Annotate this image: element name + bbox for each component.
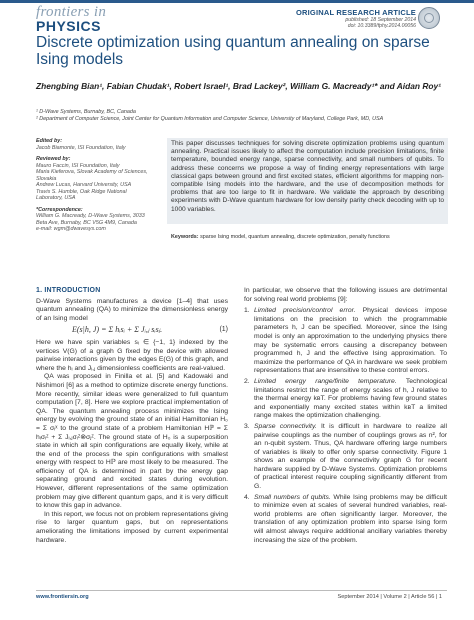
logo-line-2: PHYSICS bbox=[36, 18, 101, 34]
logo-line-1: frontiers in bbox=[36, 4, 107, 20]
correspondence-label: *Correspondence: bbox=[36, 206, 83, 213]
equation-number: (1) bbox=[219, 326, 228, 334]
crossmark-seal-icon[interactable] bbox=[418, 7, 440, 29]
keywords bbox=[171, 234, 447, 241]
reviewed-by-label: Reviewed by: bbox=[36, 156, 71, 162]
paragraph: QA was proposed in Finilla et al. [5] and Kadowaki and Nishimori [6] as a method to optimize discrete energy functions. More recently, similar ideas were generalized to full quantum computation [7, 8]. Here we explore practical implementation of QA. The quantum annealing process minimizes the Ising energy by evolving the ground state of an initial Hamiltonian H₀ = Σ σᵢˣ to the ground state of a problem Hamiltonian Hℙ = Σ hᵢσᵢᶻ + Σ Jᵢ,ⱼσᵢᶻ⊗σⱼᶻ. The ground state of H₀ is a superposition state in which all spin configurations are equally likely, while at the end of the process the spin configurations with smallest energy with respect to Hℙ are most likely to be measured. The efficiency of QA is determined in part by the energy gap separating ground and excited states during evolution. However, different representations of the same optimization problem may give different quantum gaps, and it is very difficult to know this gap in advance. bbox=[36, 373, 228, 510]
footer-website-link[interactable]: www.frontiersin.org bbox=[36, 594, 89, 600]
equation-text: E(s|h, J) = Σ hᵢsᵢ + Σ Jᵢ,ⱼ sᵢsⱼ. bbox=[72, 325, 163, 335]
article-type: ORIGINAL RESEARCH ARTICLE bbox=[295, 8, 416, 17]
equation-1 bbox=[36, 326, 228, 335]
affiliation-1: ¹ D-Wave Systems, Burnaby, BC, Canada bbox=[36, 109, 136, 115]
section-heading: 1. INTRODUCTION bbox=[36, 287, 101, 294]
footer-citation: September 2014 | Volume 2 | Article 56 | 1 bbox=[337, 594, 442, 600]
affiliation-2: ² Department of Computer Science, Joint Center for Quantum Information and Computer Science, University of Maryland, College Park, MD, USA bbox=[36, 116, 384, 122]
article-header-meta bbox=[296, 8, 416, 29]
left-column bbox=[36, 287, 228, 545]
correspondence: William G. Macready, D-Wave Systems, 3033 Beta Ave, Burnaby, BC V5G 4M9, Canada e-mail: wgm@dwavesys.com bbox=[36, 213, 145, 232]
keywords-text: sparse Ising model, quantum annealing, discrete optimization, penalty functions bbox=[200, 234, 390, 240]
paragraph: Here we have spin variables sᵢ ∈ {−1, 1} indexed by the vertices V(G) of a graph G fixed by the device with allowed pairwise interactions given by the edges E(G) of this graph, and where the hᵢ and Jᵢ,ⱼ dimensionless coefficients are real-valued. bbox=[36, 338, 228, 372]
list-item: 1. Limited precision/control error. Physical devices impose limitations on the precision to which the programmable parameters h, J can be specified. Moreover, since the Ising model is only an approximation to the underlying physics there may be systematic errors causing a discrepancy between programmed h, J and the effective Ising approximation. To maximize the performance of QA in hardware we seek problem representations that are insensitive to these control errors. bbox=[244, 307, 447, 375]
edited-by-label: Edited by: bbox=[36, 138, 63, 144]
edited-by: Jacob Biamonte, ISI Foundation, Italy bbox=[36, 144, 126, 151]
list-item: 2. Limited energy range/finite temperature. Technological limitations restrict the range of energy scales of h, J relative to the thermal energy kʙT. For problems having few ground states and exponentially many excited states within kʙT a limited range makes the optimization challenging. bbox=[244, 377, 448, 420]
author-list: Zhengbing Bian¹, Fabian Chudak¹, Robert Israel¹, Brad Lackey², William G. Macready¹* and Aidan Roy¹ bbox=[36, 81, 441, 91]
footer-divider bbox=[36, 590, 447, 591]
abstract: This paper discusses techniques for solving discrete optimization problems using quantum annealing. Practical issues likely to affect the computation include precision limitations, finite temperature, bounded energy range, sparse connectivity, and small numbers of qubits. To address these concerns we propose a way of finding energy representations with large classical gaps between ground and first excited states, efficient algorithms for mapping non-compatible Ising models into the hardware, and the use of decomposition methods for problems that are too large to fit in hardware. We validate the approach by describing experiments with D-Wave quantum hardware for low density parity check decoding with up to 1000 variables. bbox=[167, 138, 448, 224]
list-item: 4. Small numbers of qubits. While Ising problems may be difficult to minimize even at scales of several hundred variables, real-world problems are often significantly larger. Moreover, the translation of any optimization problem into sparse Ising form will almost always require additional ancillary variables thereby increasing the size of the problem. bbox=[244, 493, 447, 544]
right-column bbox=[244, 287, 447, 547]
paragraph: In this report, we focus not on problem representations giving rise to larger quantum gaps, but on representations ameliorating the limitations imposed by current experimental hardware. bbox=[36, 510, 228, 544]
keywords-label: Keywords: bbox=[171, 234, 199, 240]
paragraph: In particular, we observe that the following issues are detrimental for solving real world problems [9]: bbox=[244, 287, 447, 303]
paper-title: Discrete optimization using quantum annealing on sparse Ising models bbox=[36, 34, 430, 68]
issue-list bbox=[244, 307, 447, 545]
list-item: 3. Sparse connectivity. It is difficult in hardware to realize all pairwise couplings as the number of couplings grows as n², for an n-qubit system. Thus, QA hardware offering large numbers of variables is likely to offer only sparse connectivity. Figure 1 shows an example of the connectivity graph G for recent hardware supplied by D-Wave Systems. Optimization problems of practical interest require coupling significantly different from G. bbox=[244, 422, 447, 491]
published-date: published: 18 September 2014 bbox=[345, 17, 416, 23]
reviewed-by: Mauro Faccin, ISI Foundation, Italy Maria Kieferova, Slovak Academy of Sciences, Slovakia Andrew Lucas, Harvard University, USA Travis S. Humble, Oak Ridge National Laboratory, USA bbox=[36, 162, 148, 201]
editorial-sidebar bbox=[36, 138, 148, 238]
affiliations bbox=[36, 109, 446, 123]
paragraph: D-Wave Systems manufactures a device [1–4] that uses quantum annealing (QA) to minimize the dimensionless energy of an Ising model bbox=[36, 297, 228, 322]
doi[interactable]: doi: 10.3389/fphy.2014.00056 bbox=[347, 23, 416, 29]
journal-logo[interactable] bbox=[36, 6, 106, 33]
top-accent-bar bbox=[0, 0, 474, 3]
